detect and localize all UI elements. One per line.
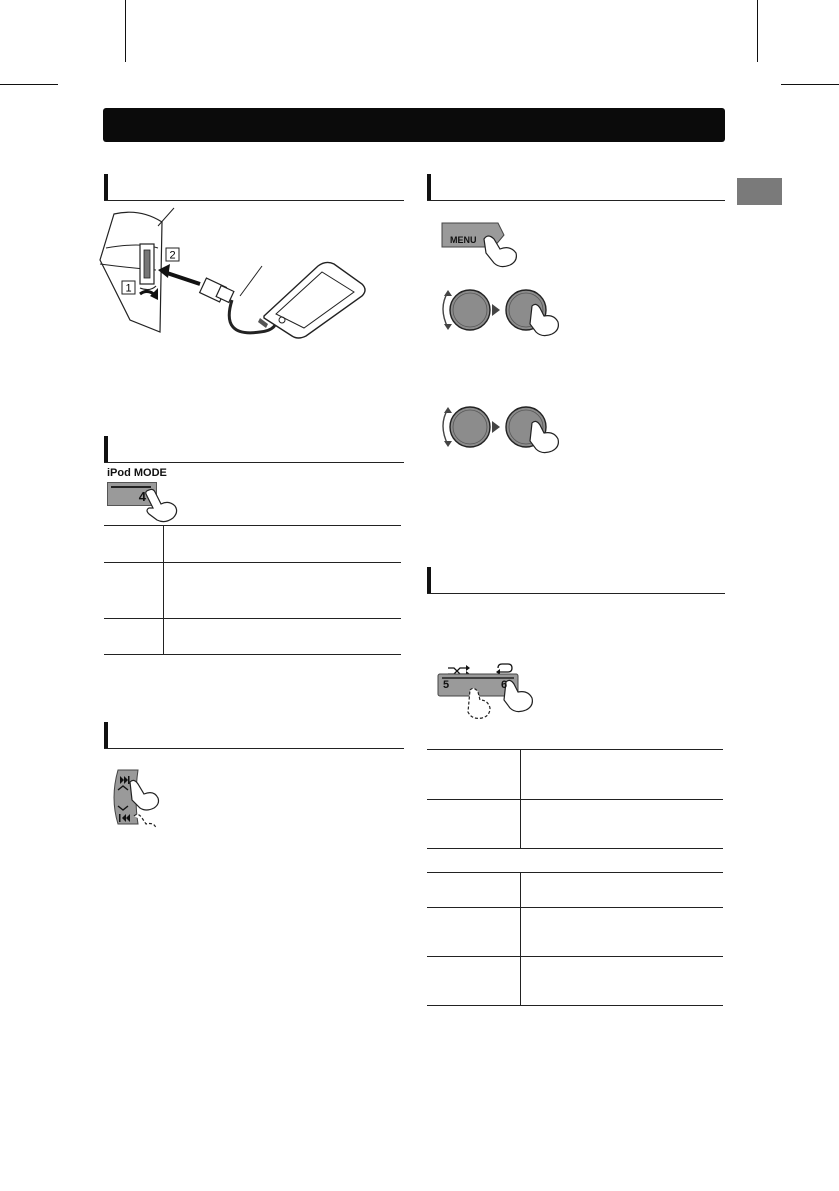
section-header-select-mode xyxy=(104,436,404,463)
page-header-bar xyxy=(103,108,725,142)
menu-button[interactable] xyxy=(450,230,490,244)
section-header-select-track xyxy=(104,722,404,749)
table-row xyxy=(427,908,723,957)
mode-table xyxy=(104,525,401,655)
pressing-hand-icon xyxy=(143,488,183,524)
table-row xyxy=(104,526,401,563)
crop-mark-top-right xyxy=(757,0,758,62)
step-2-label: 2 xyxy=(169,249,176,262)
shuffle-table xyxy=(427,749,723,849)
repeat-button-number[interactable]: 6 xyxy=(501,679,508,691)
track-select-buttons xyxy=(106,768,196,828)
table-row xyxy=(427,750,723,800)
control-dial-turn-push-2[interactable] xyxy=(436,401,576,461)
crop-mark-right-top xyxy=(781,84,839,85)
shuffle-button-number[interactable]: 5 xyxy=(443,679,450,691)
table-row xyxy=(427,800,723,849)
step-1-label: 1 xyxy=(125,282,132,295)
section-header-connect xyxy=(104,174,404,201)
control-dial-turn-push-1[interactable] xyxy=(436,284,576,344)
ipod-mode-label: iPod MODE xyxy=(107,467,167,479)
shuffle-repeat-illustration xyxy=(436,660,546,720)
table-row xyxy=(104,619,401,655)
menu-button-label: MENU xyxy=(450,235,477,245)
crop-mark-top-left xyxy=(125,0,126,62)
section-header-menu xyxy=(427,174,725,201)
language-side-tab xyxy=(737,178,782,205)
table-row xyxy=(427,957,723,1006)
table-row xyxy=(104,563,401,619)
ipod-connection-illustration xyxy=(100,208,370,348)
table-row xyxy=(427,873,723,908)
crop-mark-left-top xyxy=(0,84,58,85)
repeat-table xyxy=(427,872,723,1006)
repeat-icon xyxy=(496,664,512,675)
ipod-mode-number: 4 xyxy=(138,489,146,504)
section-header-shuffle-repeat xyxy=(427,567,725,594)
